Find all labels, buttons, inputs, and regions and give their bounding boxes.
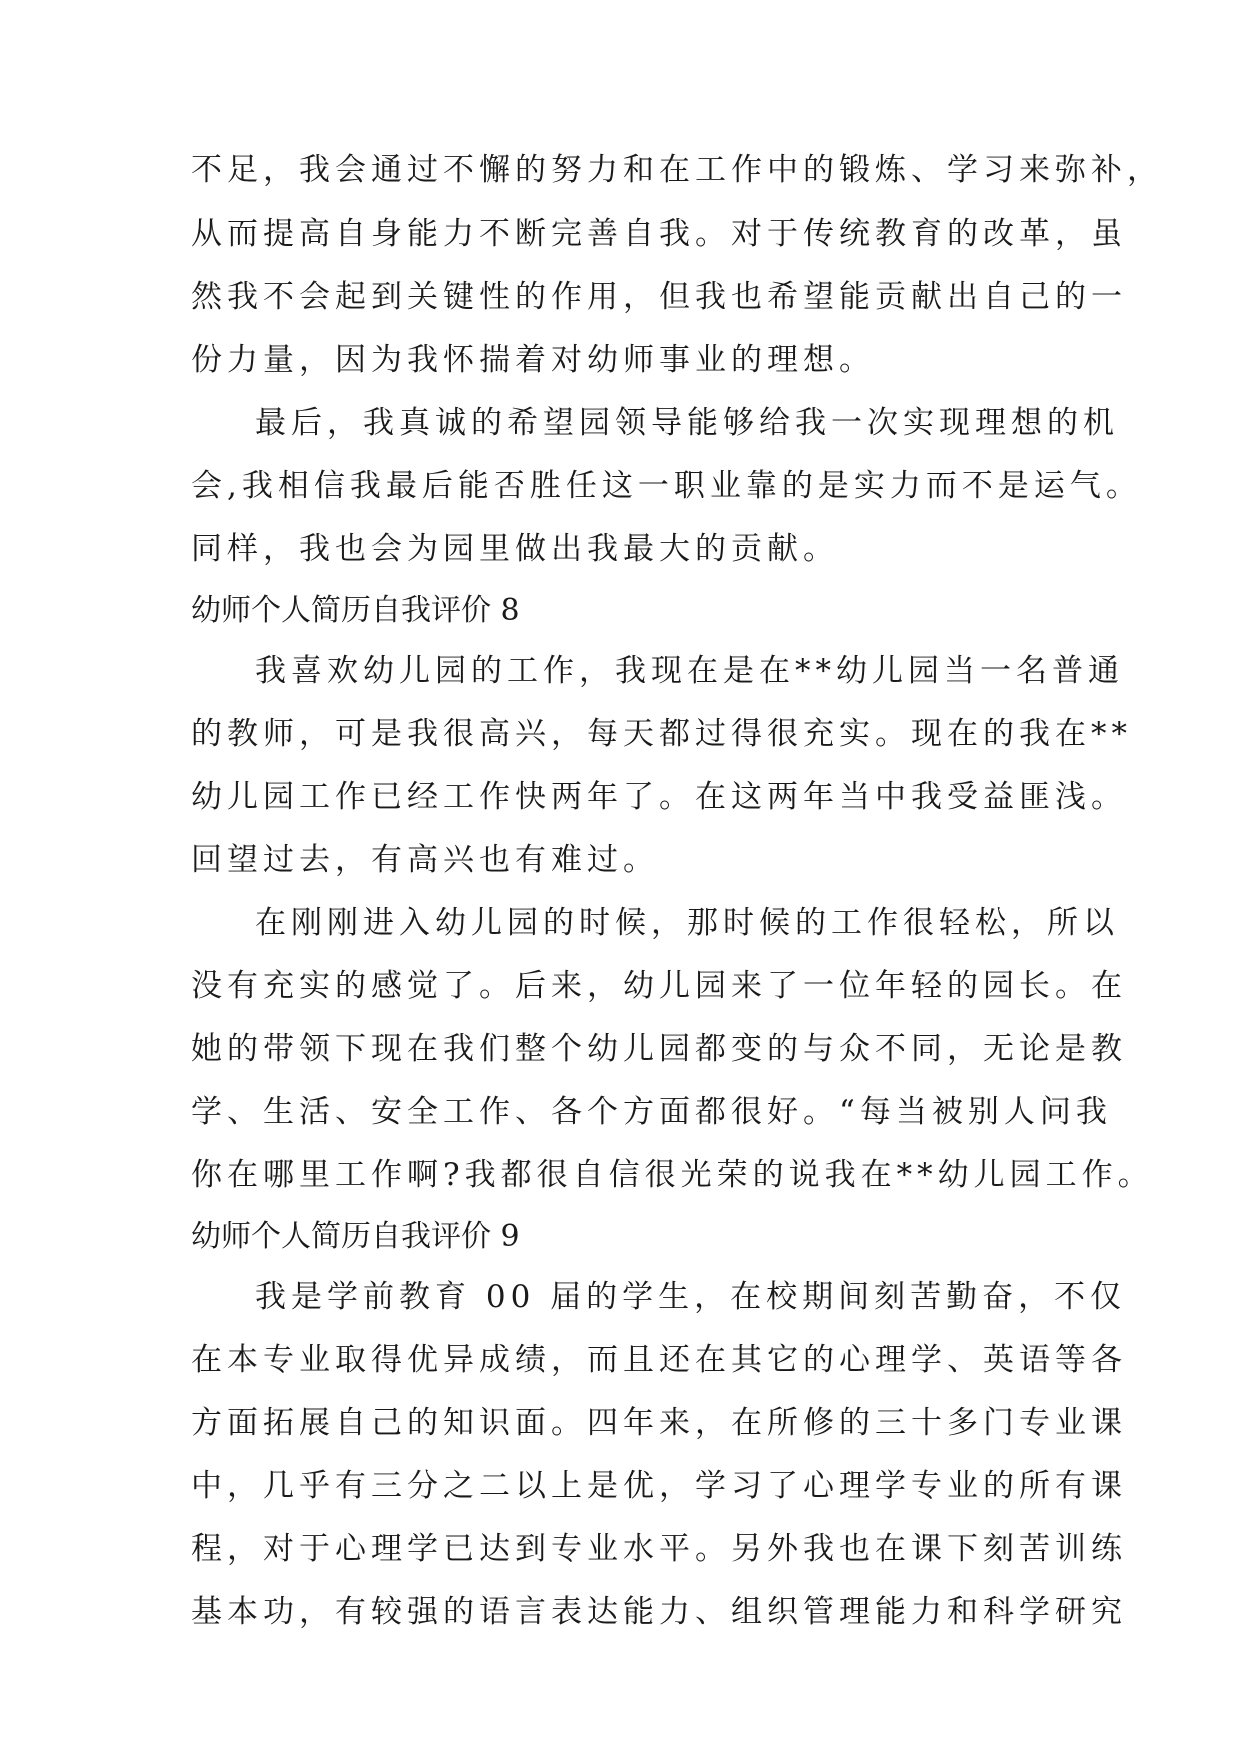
text-line: 她的带领下现在我们整个幼儿园都变的与众不同，无论是教: [191, 1031, 1127, 1067]
section-heading: 幼师个人简历自我评价 8: [191, 593, 520, 628]
text-line: 然我不会起到关键性的作用，但我也希望能贡献出自己的一: [191, 279, 1127, 315]
text-line: 学、生活、安全工作、各个方面都很好。“每当被别人问我: [191, 1094, 1112, 1130]
text-line: 没有充实的感觉了。后来，幼儿园来了一位年轻的园长。在: [191, 968, 1127, 1004]
text-line: 份力量，因为我怀揣着对幼师事业的理想。: [191, 342, 875, 378]
text-line: 基本功，有较强的语言表达能力、组织管理能力和科学研究: [191, 1594, 1127, 1630]
text-line: 不足，我会通过不懈的努力和在工作中的锻炼、学习来弥补，: [191, 152, 1163, 188]
paragraph-first-line: 在刚刚进入幼儿园的时候，那时候的工作很轻松，所以: [255, 905, 1119, 941]
section-heading: 幼师个人简历自我评价 9: [191, 1219, 520, 1254]
text-line: 在本专业取得优异成绩，而且还在其它的心理学、英语等各: [191, 1342, 1127, 1378]
paragraph-first-line: 最后，我真诚的希望园领导能够给我一次实现理想的机: [255, 405, 1119, 441]
text-line: 从而提高自身能力不断完善自我。对于传统教育的改革，虽: [191, 216, 1127, 252]
text-line: 会,我相信我最后能否胜任这一职业靠的是实力而不是运气。: [191, 468, 1142, 504]
text-line: 回望过去，有高兴也有难过。: [191, 842, 659, 878]
text-line: 同样，我也会为园里做出我最大的贡献。: [191, 531, 839, 567]
text-line: 的教师，可是我很高兴，每天都过得很充实。现在的我在**: [191, 716, 1132, 752]
text-line: 幼儿园工作已经工作快两年了。在这两年当中我受益匪浅。: [191, 779, 1127, 815]
text-line: 你在哪里工作啊?我都很自信很光荣的说我在**幼儿园工作。: [191, 1157, 1154, 1193]
paragraph-first-line: 我喜欢幼儿园的工作，我现在是在**幼儿园当一名普通: [255, 653, 1124, 689]
text-line: 方面拓展自己的知识面。四年来，在所修的三十多门专业课: [191, 1405, 1127, 1441]
paragraph-first-line: 我是学前教育 00 届的学生，在校期间刻苦勤奋，不仅: [255, 1279, 1127, 1315]
text-line: 程，对于心理学已达到专业水平。另外我也在课下刻苦训练: [191, 1531, 1127, 1567]
text-line: 中，几乎有三分之二以上是优，学习了心理学专业的所有课: [191, 1468, 1127, 1504]
